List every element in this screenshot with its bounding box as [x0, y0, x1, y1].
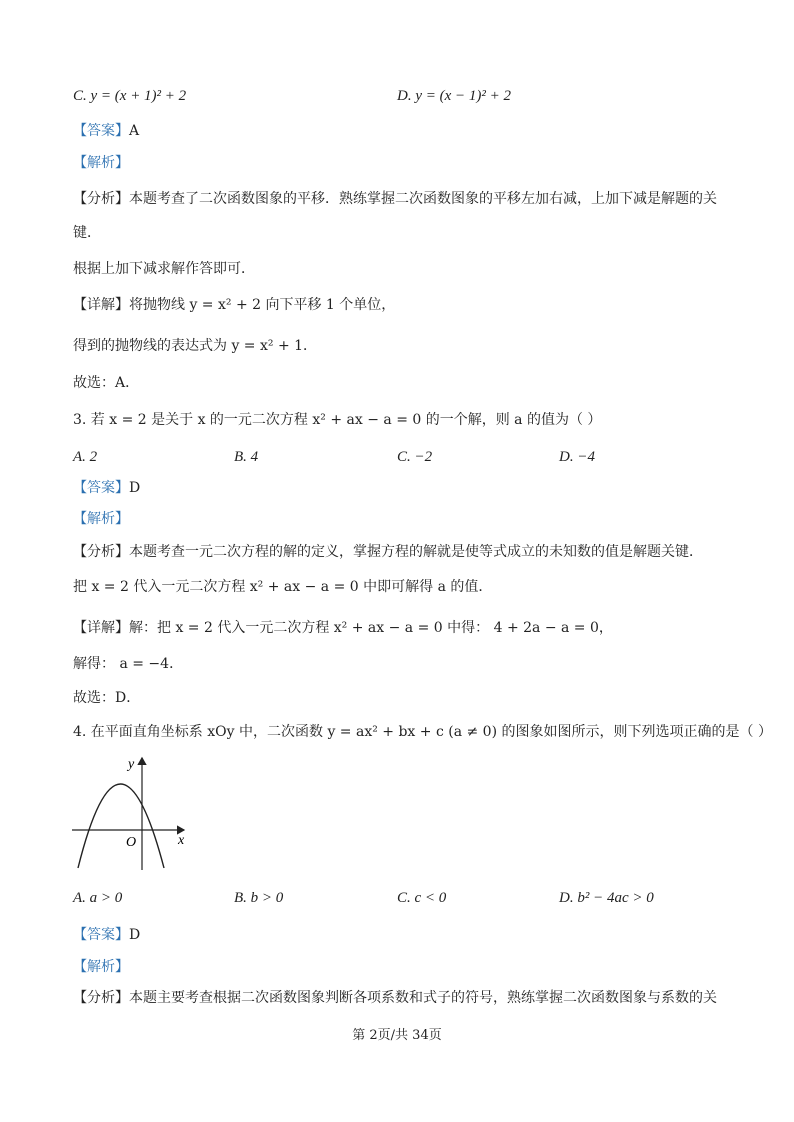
q2-select: 故选：A． — [73, 375, 140, 391]
q2-answer: A — [129, 123, 140, 139]
q3-fenxi-line-2: 把 x = 2 代入一元二次方程 x² + ax − a = 0 中即可解得 a 的值． — [73, 579, 493, 595]
xiangjie-tag: 【详解】 — [73, 620, 129, 636]
q3-jiexi-heading: 【解析】 — [73, 511, 129, 527]
fenxi-tag: 【分析】 — [73, 990, 129, 1006]
xiangjie-tag: 【详解】 — [73, 297, 129, 313]
q3-option-a: A. 2 — [73, 449, 98, 465]
q2-option-d: D. y = (x − 1)² + 2 — [397, 88, 512, 104]
q3-xiangjie-line-2: 解得： a = −4． — [73, 656, 184, 672]
q3-option-c: C. −2 — [397, 449, 433, 465]
q4-answer-line — [73, 925, 140, 945]
q2-xiangjie-line-2: 得到的抛物线的表达式为 y = x² + 1． — [73, 338, 318, 354]
answer-tag: 【答案】 — [73, 123, 129, 139]
q4-fenxi-line-1 — [73, 988, 717, 1008]
q3-answer: D — [129, 480, 141, 496]
origin-label: O — [126, 835, 137, 850]
q3-xiangjie-line-1 — [73, 618, 613, 638]
fenxi-tag: 【分析】 — [73, 544, 129, 560]
q2-jiexi-heading: 【解析】 — [73, 155, 129, 171]
q4-option-d: D. b² − 4ac > 0 — [559, 890, 654, 906]
q4-fenxi-text-1: 本题主要考查根据二次函数图象判断各项系数和式子的符号，熟练掌握二次函数图象与系数的关 — [129, 990, 717, 1006]
q3-fenxi-text-1: 本题考查一元二次方程的解的定义，掌握方程的解就是使等式成立的未知数的值是解题关键． — [129, 544, 703, 560]
answer-tag: 【答案】 — [73, 927, 129, 943]
q3-select: 故选：D． — [73, 690, 141, 706]
q2-fenxi-text-1: 本题考查了二次函数图象的平移．熟练掌握二次函数图象的平移左加右减，上加下减是解题的关 — [129, 191, 717, 207]
y-axis-label: y — [128, 757, 135, 772]
q3-option-d: D. −4 — [559, 449, 595, 465]
q2-fenxi-line-3: 根据上加下减求解作答即可． — [73, 261, 255, 277]
answer-tag: 【答案】 — [73, 480, 129, 496]
x-axis-label: x — [178, 833, 185, 848]
q2-fenxi-line-1 — [73, 189, 717, 209]
q2-answer-line — [73, 121, 139, 141]
q4-option-a: A. a > 0 — [73, 890, 123, 906]
q2-xiangjie-text-1: 将抛物线 y = x² + 2 向下平移 1 个单位， — [129, 297, 396, 313]
page-footer: 第 2页/共 34页 — [352, 1028, 442, 1043]
q4-parabola-graph — [68, 752, 192, 874]
q4-stem: 4. 在平面直角坐标系 xOy 中，二次函数 y = ax² + bx + c (a ≠ 0) 的图象如图所示，则下列选项正确的是（ ） — [73, 724, 772, 740]
fenxi-tag: 【分析】 — [73, 191, 129, 207]
q4-option-c: C. c < 0 — [397, 890, 447, 906]
q3-answer-line — [73, 478, 140, 498]
q4-option-b: B. b > 0 — [234, 890, 284, 906]
q3-fenxi-line-1 — [73, 542, 703, 562]
q4-answer: D — [129, 927, 141, 943]
q3-option-b: B. 4 — [234, 449, 259, 465]
q2-option-c: C. y = (x + 1)² + 2 — [73, 88, 187, 104]
q3-xiangjie-text-1: 解：把 x = 2 代入一元二次方程 x² + ax − a = 0 中得： 4 + 2a − a = 0， — [129, 620, 613, 636]
parabola-curve — [78, 784, 164, 868]
q2-fenxi-line-2: 键． — [73, 225, 101, 241]
q4-jiexi-heading: 【解析】 — [73, 959, 129, 975]
q2-xiangjie-line-1 — [73, 295, 395, 315]
q3-stem: 3. 若 x = 2 是关于 x 的一元二次方程 x² + ax − a = 0 的一个解，则 a 的值为（ ） — [73, 412, 602, 428]
